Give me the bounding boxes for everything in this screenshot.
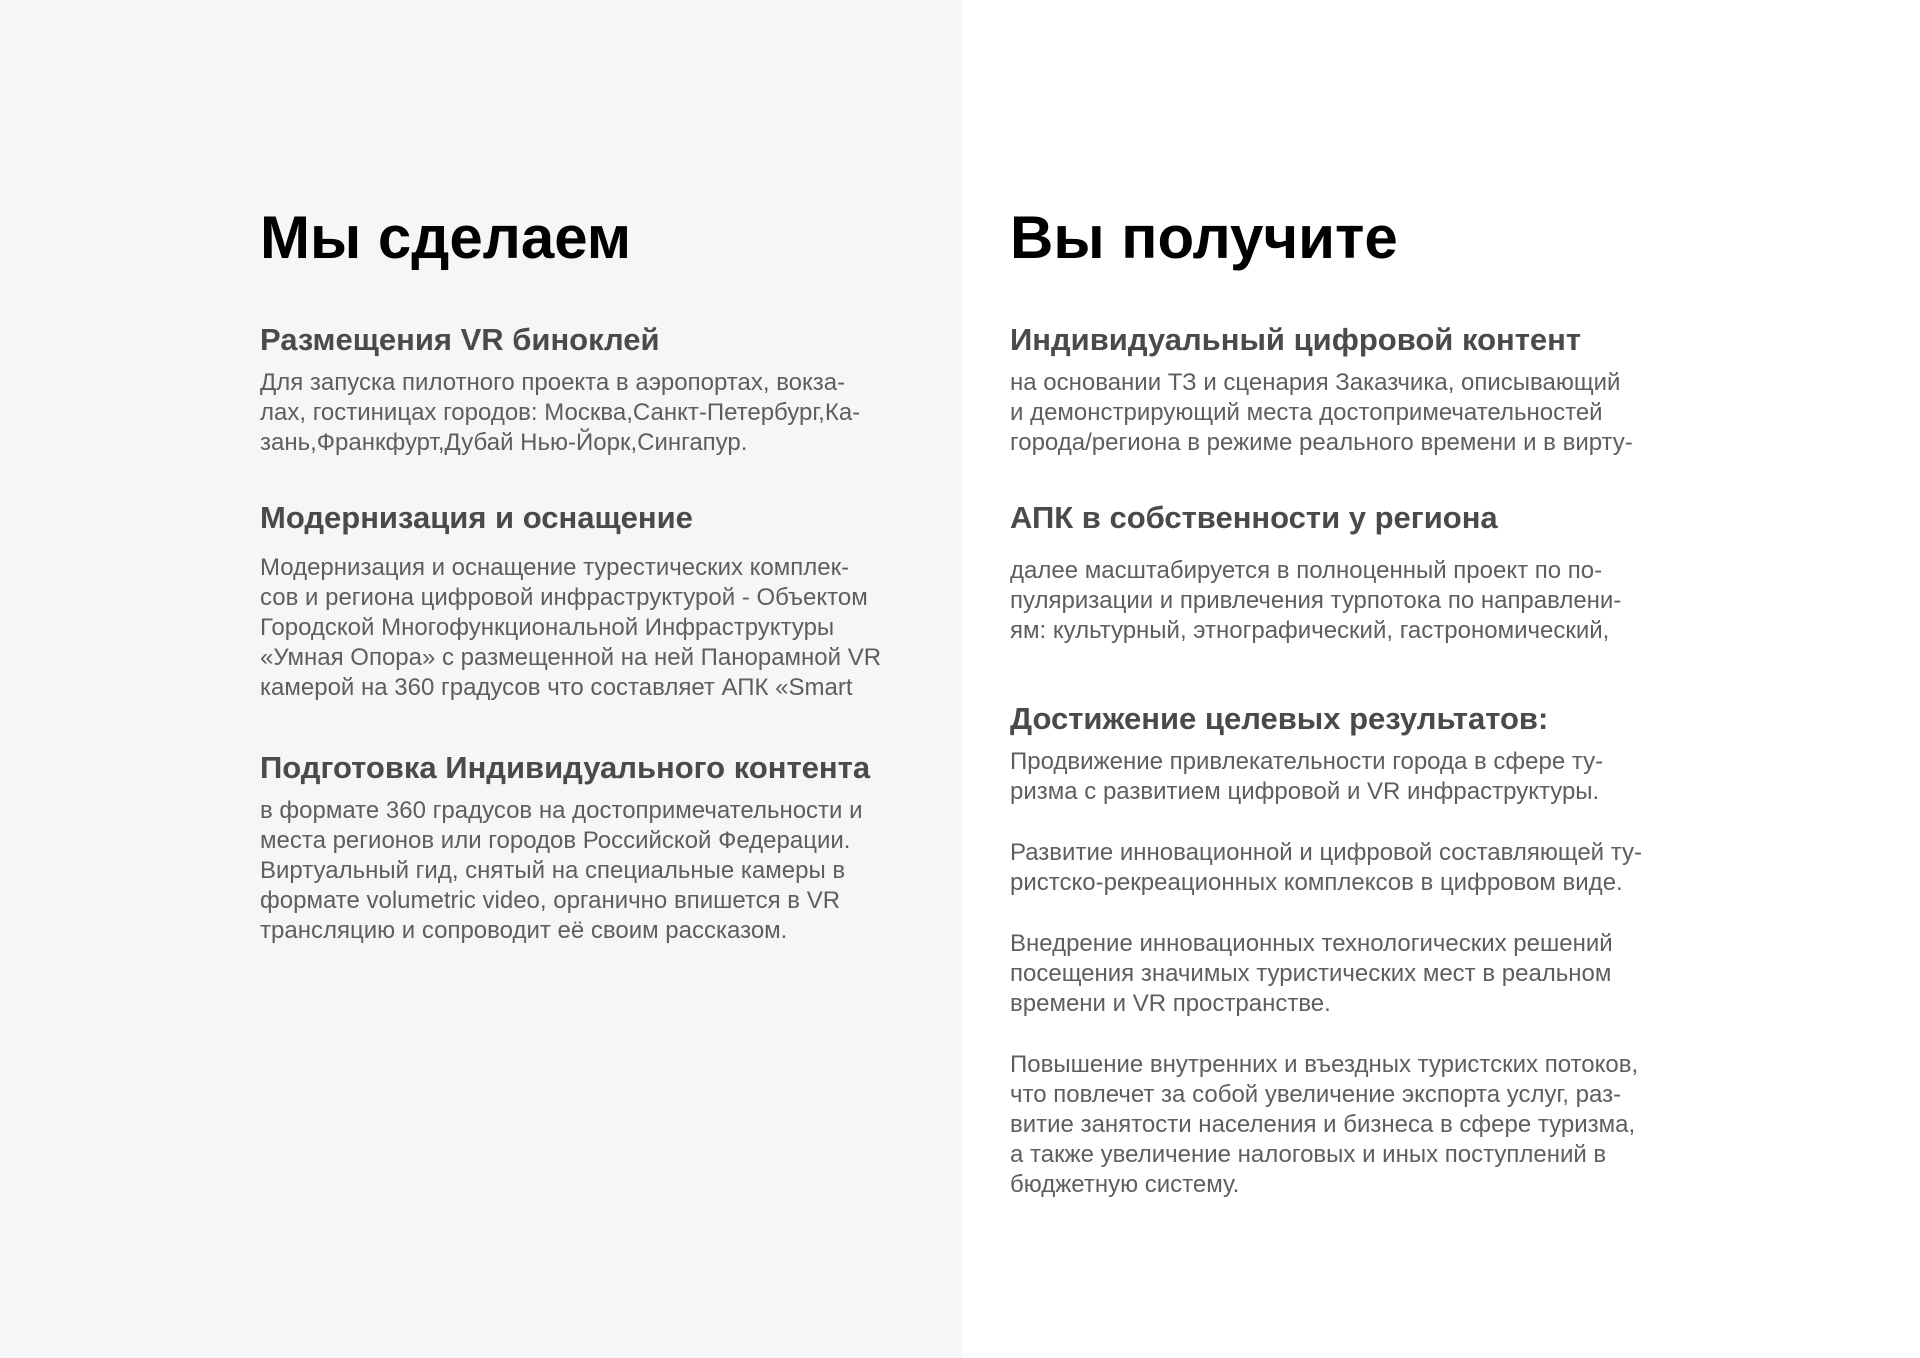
right-title: Вы получите	[1010, 204, 1398, 271]
text-line: и демонстрирующий места достопримечательностей	[1010, 399, 1603, 426]
text-line: формате volumetric video, органично впишется в VR	[260, 887, 841, 914]
text-line: Повышение внутренних и въездных туристских потоков,	[1010, 1051, 1639, 1078]
text-line: трансляцию и сопроводит её своим рассказом.	[260, 917, 788, 944]
text-line: Продвижение привлекательности города в сфере ту-	[1010, 748, 1604, 775]
section-text-result-promotion	[1010, 747, 1603, 807]
text-line: Модернизация и оснащение турестических комплек-	[260, 554, 850, 581]
text-line: Внедрение инновационных технологических решений	[1010, 930, 1613, 957]
text-line: Виртуальный гид, снятый на специальные камеры в	[260, 857, 846, 884]
section-text-apk-ownership	[1010, 556, 1621, 646]
text-line: а также увеличение налоговых и иных поступлений в	[1010, 1141, 1607, 1168]
section-text-content-preparation	[260, 796, 863, 946]
section-heading-apk-ownership: АПК в собственности у региона	[1010, 500, 1498, 535]
text-line: «Умная Опора» с размещенной на ней Панорамной VR	[260, 644, 882, 671]
text-line: камерой на 360 градусов что составляет АПК «Smart	[260, 674, 853, 701]
text-line: пуляризации и привлечения турпотока по направлени-	[1010, 587, 1622, 614]
text-line: ристско-рекреационных комплексов в цифровом виде.	[1010, 869, 1623, 896]
section-text-result-innovation	[1010, 929, 1613, 1019]
text-line: ям: культурный, этнографический, гастрономический,	[1010, 617, 1610, 644]
text-line: сов и региона цифровой инфраструктурой - Объектом	[260, 584, 868, 611]
section-text-result-tourism-growth	[1010, 1050, 1638, 1200]
text-line: зань,Франкфурт,Дубай Нью-Йорк,Сингапур.	[260, 429, 748, 456]
section-text-modernization	[260, 553, 881, 703]
section-heading-content-preparation: Подготовка Индивидуального контента	[260, 750, 871, 785]
left-title: Мы сделаем	[260, 204, 632, 271]
text-line: Городской Многофункциональной Инфраструктуры	[260, 614, 835, 641]
section-text-result-development	[1010, 838, 1642, 898]
text-line: Развитие инновационной и цифровой составляющей ту-	[1010, 839, 1642, 866]
text-line: времени и VR пространстве.	[1010, 990, 1331, 1017]
text-line: Для запуска пилотного проекта в аэропортах, вокза-	[260, 369, 846, 396]
text-line: ризма с развитием цифровой и VR инфраструктуры.	[1010, 778, 1600, 805]
section-text-digital-content	[1010, 368, 1633, 458]
text-line: лах, гостиницах городов: Москва,Санкт-Петербург,Ка-	[260, 399, 861, 426]
text-line: места регионов или городов Российской Федерации.	[260, 827, 851, 854]
text-line: на основании ТЗ и сценария Заказчика, описывающий	[1010, 369, 1621, 396]
text-line: что повлечет за собой увеличение экспорта услуг, раз-	[1010, 1081, 1622, 1108]
text-line: города/региона в режиме реального времени и в вирту-	[1010, 429, 1633, 456]
text-line: витие занятости населения и бизнеса в сфере туризма,	[1010, 1111, 1636, 1138]
section-heading-modernization: Модернизация и оснащение	[260, 500, 693, 535]
text-line: далее масштабируется в полноценный проект по по-	[1010, 557, 1603, 584]
section-text-vr-binoculars	[260, 368, 860, 458]
text-line: в формате 360 градусов на достопримечательности и	[260, 797, 863, 824]
section-heading-digital-content: Индивидуальный цифровой контент	[1010, 322, 1582, 357]
text-line: посещения значимых туристических мест в реальном	[1010, 960, 1612, 987]
section-heading-vr-binoculars: Размещения VR биноклей	[260, 322, 660, 357]
section-heading-target-results: Достижение целевых результатов:	[1010, 701, 1549, 736]
text-line: бюджетную систему.	[1010, 1171, 1240, 1198]
